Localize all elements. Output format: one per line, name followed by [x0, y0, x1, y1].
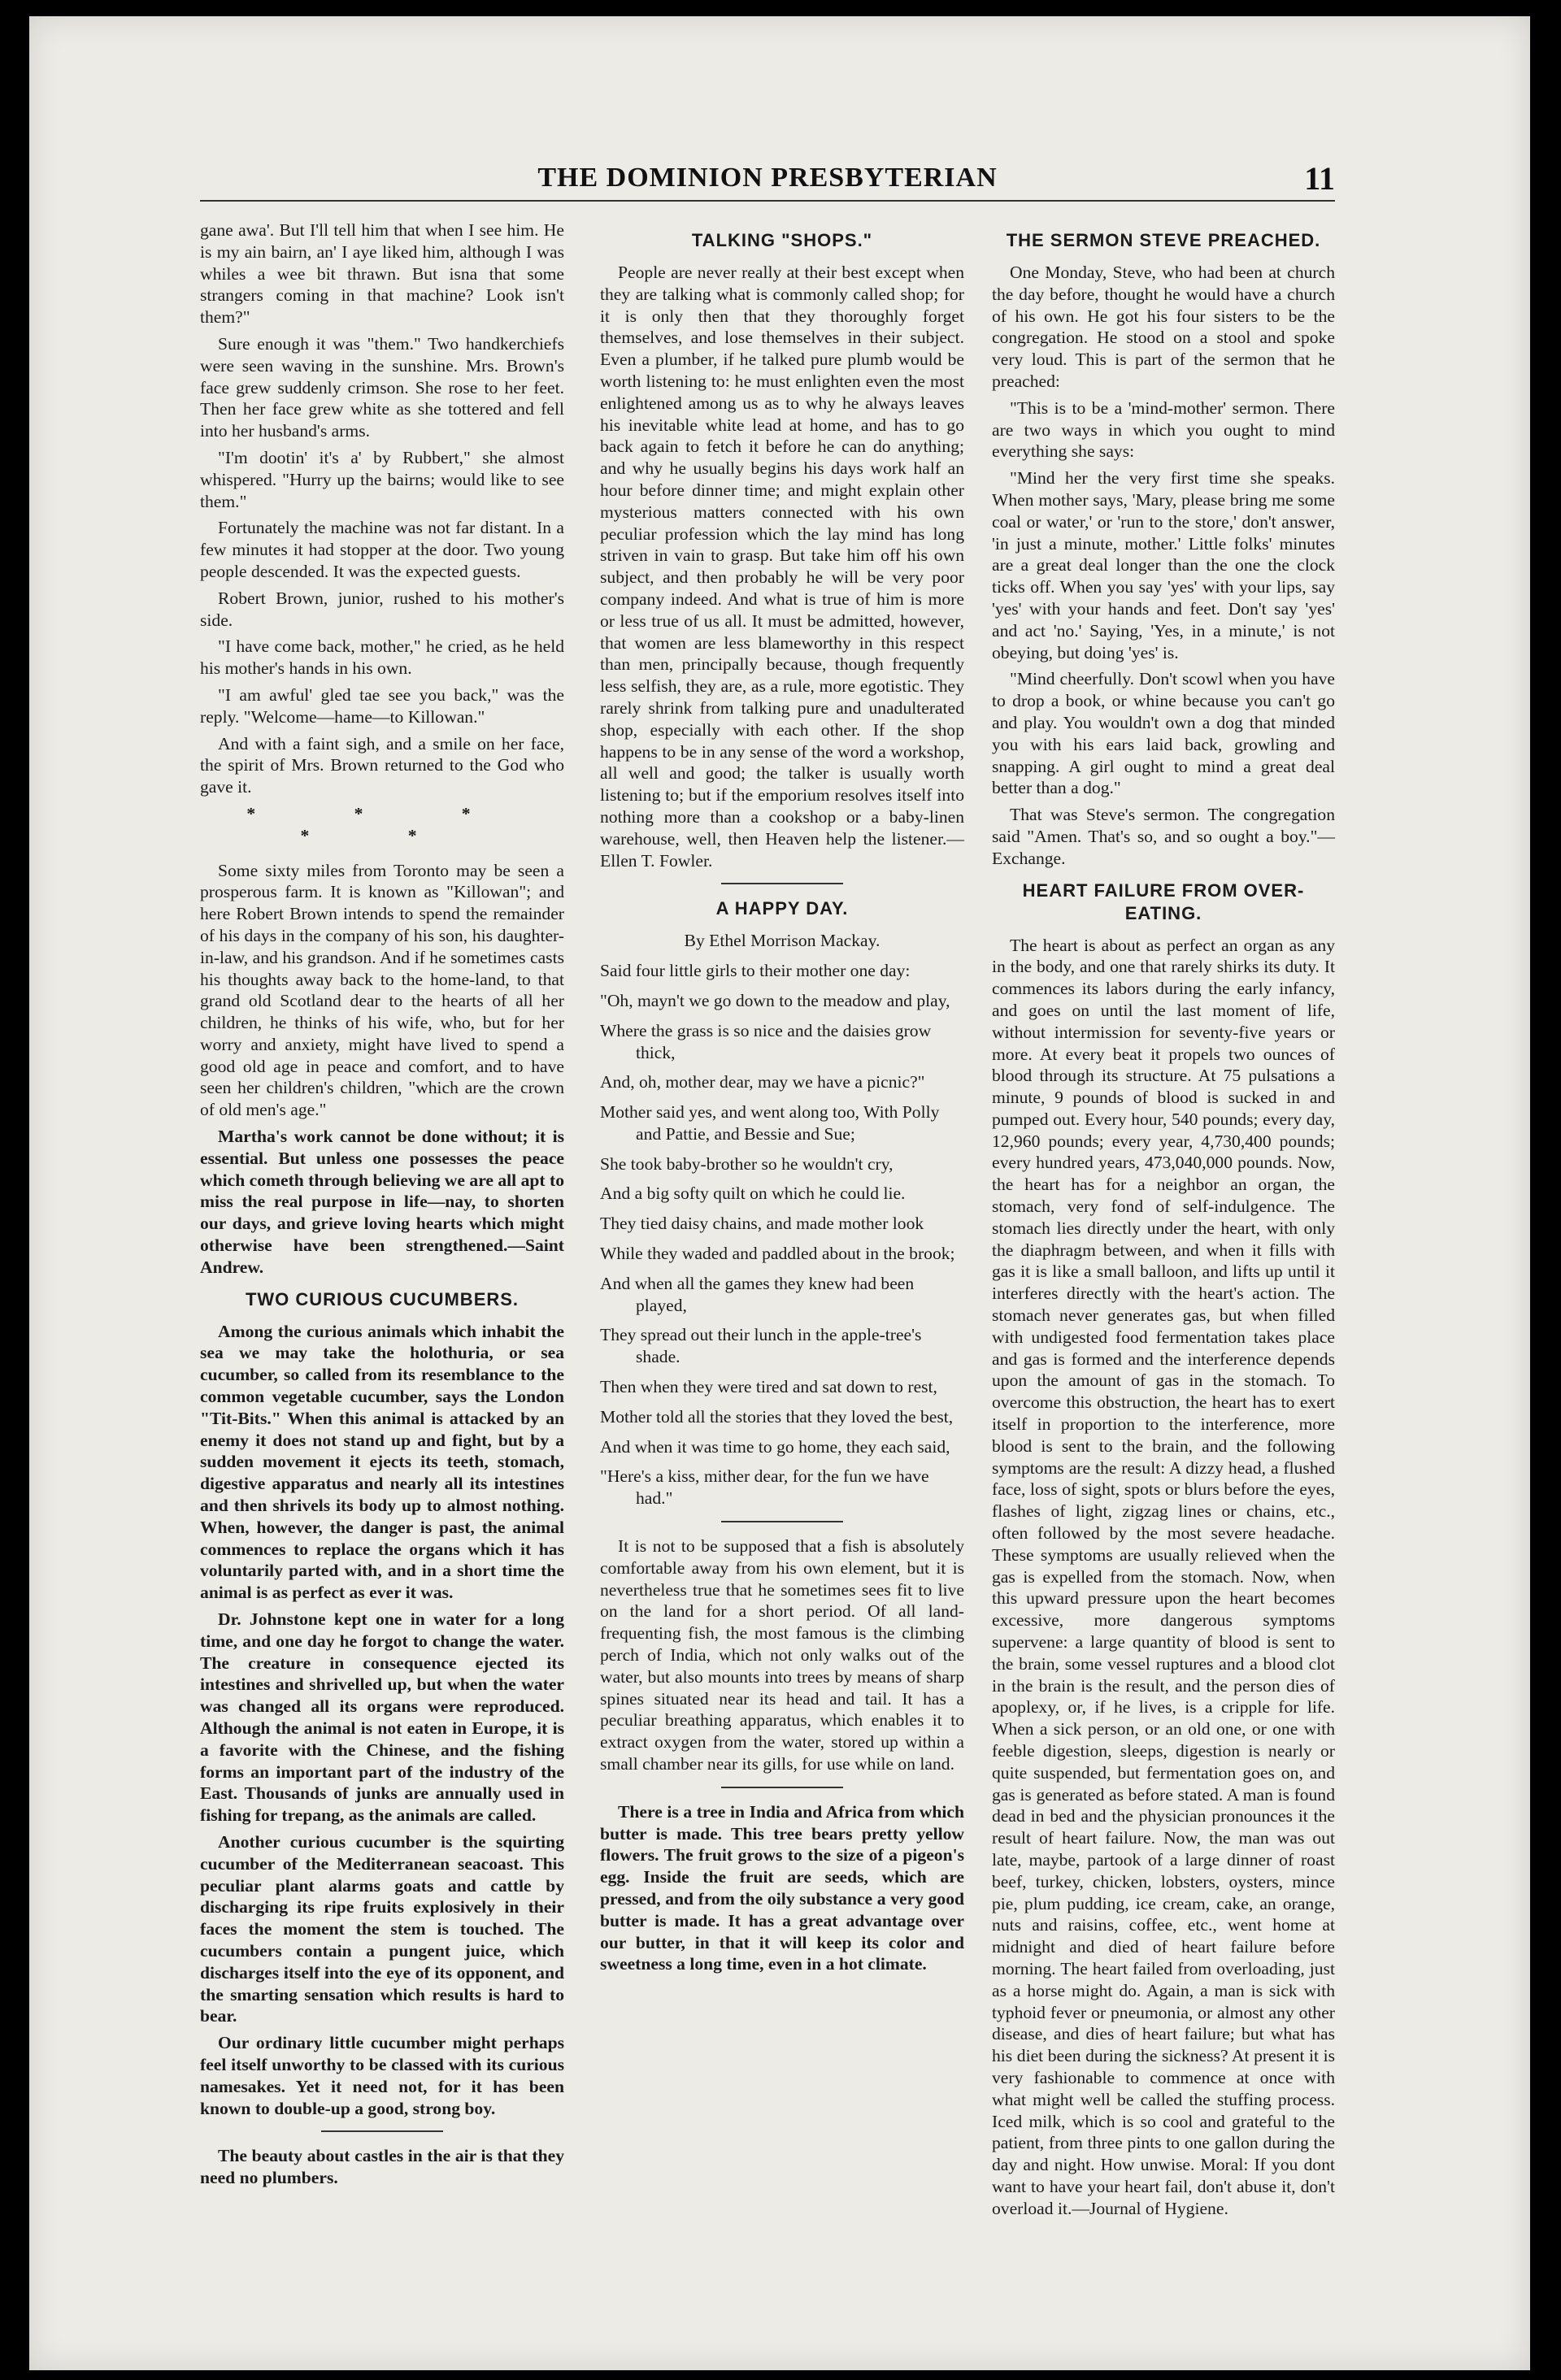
article-paragraph: One Monday, Steve, who had been at church the day before, thought he would have a church of his own. He got his four sisters to be the congregation. He stood on a stool and spoke very loud. This is part of the sermon that he preached: [992, 263, 1335, 391]
poem-line: She took baby-brother so he wouldn't cry, [600, 1153, 894, 1174]
article-paragraph: "This is to be a 'mind-mother' sermon. There are two ways in which you ought to mind everything she says: [992, 397, 1335, 462]
article-title-happy-day: A HAPPY DAY. [715, 898, 849, 919]
poem-line: And, oh, mother dear, may we have a picnic?" [600, 1072, 925, 1092]
story-paragraph: Sure enough it was "them." Two handkerchiefs were seen waving in the sunshine. Mrs. Brown's face grew suddenly crimson. She rose to her feet. Then her face grew white as she tottered and fell into her husband's arms. [200, 333, 564, 441]
divider [721, 1787, 843, 1788]
poem [600, 960, 964, 1509]
masthead: THE DOMINION PRESBYTERIAN [537, 163, 998, 193]
section-separator: * * * * * [246, 803, 518, 845]
page-header [200, 160, 1335, 203]
story-paragraph: Martha's work cannot be done without; it is essential. But unless one possesses the peace which cometh through believing we are all apt to miss the real purpose in life—nay, to shorten our days, and grieve loving hearts which might otherwise have been strengthened.—Saint Andrew. [200, 1127, 564, 1277]
divider [721, 1521, 843, 1522]
article-title-shops: TALKING "SHOPS." [691, 230, 873, 250]
poem-line: And when it was time to go home, they each said, [600, 1436, 950, 1457]
poem-line: "Oh, mayn't we go down to the meadow and play, [600, 990, 950, 1010]
filler-paragraph: The beauty about castles in the air is that they need no plumbers. [200, 2146, 564, 2188]
story-paragraph: "I'm dootin' it's a' by Rubbert," she almost whispered. "Hurry up the bairns; would like to see them." [200, 447, 564, 511]
article-paragraph: Another curious cucumber is the squirting cucumber of the Mediterranean seacoast. This peculiar plant alarms goats and cattle by discharging its ripe fruits explosively in their faces the moment the stem is touched. The cucumbers contain a pungent juice, which discharges itself into the eye of its opponent, and the smarting sensation which results is hard to bear. [200, 1831, 564, 2026]
article-paragraph: There is a tree in India and Africa from which butter is made. This tree bears pretty yellow flowers. The fruit grows to the size of a pigeon's egg. Inside the fruit are seeds, which are pressed, and from the oily substance a very good butter is made. It has a great advantage over our butter, in that it will keep its color and sweetness a long time, even in a hot climate. [600, 1801, 964, 1974]
article-paragraph: It is not to be supposed that a fish is absolutely comfortable away from his own element, but it is nevertheless true that he sometimes sees fit to live on the land for a short period. Of all land-frequenting fish, the most famous is the climbing perch of India, which not only walks out of the water, but also mounts into trees by means of sharp spines situated near its head and tail. It has a peculiar breathing apparatus, which enables it to extract oxygen from the water, stored up within a small chamber near its gills, for use while on land. [600, 1536, 964, 1774]
story-paragraph: And with a faint sigh, and a smile on her face, the spirit of Mrs. Brown returned to the God who gave it. [200, 733, 564, 797]
article-paragraph: Our ordinary little cucumber might perhaps feel itself unworthy to be classed with its curious namesakes. Yet it need not, for it has been known to double-up a good, strong boy. [200, 2033, 564, 2118]
story-paragraph: "I am awful' gled tae see you back," was the reply. "Welcome—hame—to Killowan." [200, 684, 564, 727]
article-title-cucumbers: TWO CURIOUS CUCUMBERS. [245, 1288, 520, 1309]
poem-line: And when all the games they knew had been played, [600, 1273, 915, 1315]
poem-line: Then when they were tired and sat down to rest, [600, 1377, 937, 1397]
poem-line: While they waded and paddled about in the brook; [600, 1244, 955, 1264]
header-rule [200, 200, 1335, 202]
divider [721, 883, 843, 884]
story-paragraph: gane awa'. But I'll tell him that when I see him. He is my ain bairn, an' I aye liked him, although I was whiles a wee bit thrawn. But isna that some strangers coming in that machine? Look isn't them?" [200, 220, 564, 328]
page-number: 11 [1304, 160, 1335, 197]
story-paragraph: Fortunately the machine was not far distant. In a few minutes it had stopper at the door. Two young people descended. It was the expected guests. [200, 518, 564, 581]
article-paragraph: "Mind cheerfully. Don't scowl when you have to drop a book, or whine because you can't go and play. You wouldn't own a dog that minded you with his ears laid back, growling and snapping. A girl ought to mind a great deal better than a dog." [992, 669, 1335, 798]
poem-line: And a big softy quilt on which he could lie. [600, 1183, 906, 1204]
article-paragraph: Among the curious animals which inhabit the sea we may take the holothuria, or sea cucumber, so called from its resemblance to the common vegetable cucumber, says the London "Tit-Bits." When this animal is attacked by an enemy it does not stand up and fight, but by a sudden movement it ejects its teeth, stomach, digestive apparatus and nearly all its intestines and then shrivels its body up to almost nothing. When, however, the danger is past, the animal commences to replace the organs which it has voluntarily parted with, and in a short time the animal is as perfect as ever it was. [200, 1321, 564, 1603]
column-middle [600, 219, 964, 1980]
article-paragraph: That was Steve's sermon. The congregation said "Amen. That's so, and so ought a boy."—Exchange. [992, 805, 1335, 868]
poem-line: Mother told all the stories that they loved the best, [600, 1406, 954, 1427]
poem-line: They tied daisy chains, and made mother look [600, 1214, 924, 1234]
poem-byline: By Ethel Morrison Mackay. [684, 931, 881, 951]
column-left [200, 219, 564, 2194]
article-paragraph: People are never really at their best except when they are talking what is commonly called shop; for it is only then that they thoroughly forget themselves, and lose themselves in their subject. Even a plumber, if he talked pure plumb would be worth listening to: he must enlighten even the most enlightened among us as to why he always leaves his inevitable white lead at home, and has to go back again to fetch it before he can do anything; and why he usually begins his days work half an hour before dinner time; and might explain other mysterious matters connected with his own peculiar profession which the lay mind has long striven in vain to grasp. But take him off his own subject, and then probably he will be very poor company indeed. And what is true of him is more or less true of us all. It must be admitted, however, that women are less blameworthy in this respect than men, principally because, though frequently less selfish, they are, as a rule, more egotistic. They rarely shrink from talking pure and unadulterated shop, especially with each other. If the shop happens to be in any sense of the word a workshop, all well and good; the talker is usually worth listening to; but if the emporium resolves itself into nothing more than a cookshop or a baby-linen warehouse, well, then Heaven help the listener.—Ellen T. Fowler. [600, 263, 964, 871]
poem-line: Where the grass is so nice and the daisies grow thick, [600, 1020, 932, 1062]
story-paragraph: Some sixty miles from Toronto may be seen a prosperous farm. It is known as "Killowan"; and here Robert Brown intends to spend the remainder of his days in the company of his son, his daughter-in-law, and his grandson. And if he sometimes casts his thoughts away back to the home-land, to that grand old Scotland dear to the hearts of all her children, he thinks of his wife, who, but for her worry and anxiety, might have lived to spend a good old age in peace and comfort, and to have seen her children's children, "which are the crown of old men's age." [200, 860, 564, 1120]
poem-line: They spread out their lunch in the apple-tree's shade. [600, 1325, 922, 1367]
article-paragraph: The heart is about as perfect an organ as any in the body, and one that rarely shirks its duty. It commences its labors during the early infancy, and goes on until the last moment of life, without intermission for seventy-five years or more. At every beat it propels two ounces of blood through its structure. At 75 pulsations a minute, 9 pounds of blood is sucked in and pumped out. Every hour, 540 pounds; every day, 12,960 pounds; every year, 4,730,400 pounds; every hundred years, 473,040,000 pounds. Now, the heart has for a neighbor an organ, the stomach, very fond of self-indulgence. The stomach lies directly under the heart, with only the diaphragm between, and when it fills with gas it is like a small balloon, and lifts up until it interferes directly with the heart's action. The stomach never generates gas, but when filled with undigested food fermentation takes place and gas is formed and the interference depends upon the amount of gas in the stomach. To overcome this obstruction, the heart has to exert itself in proportion to the interference, more blood is sent to the brain, and the following symptoms are the result: A dizzy head, a flushed face, loss of sight, spots or blurs before the eyes, flashes of light, zigzag lines or chains, etc., often followed by the most severe headache. These symptoms are usually relieved when the gas is expelled from the stomach. Now, when this upward pressure upon the heart becomes excessive, more dangerous symptoms supervene: a large quantity of blood is sent to the brain, some vessel ruptures and a blood clot in the brain is the result, and the person dies of apoplexy, or, if he lives, is a cripple for life. When a sick person, or an old one, or one with feeble digestion, sleeps, digestion is nearly or quite suspended, but fermentation goes on, and gas is generated as before stated. A man is found dead in bed and the physician pronounces it the result of heart failure. Now, the man was out late, maybe, partook of a large dinner of roast beef, turkey, chicken, lobsters, oysters, mince pie, plum pudding, ice cream, cake, an orange, nuts and raisins, coffee, etc., went home at midnight and died of heart failure before morning. The heart failed from overloading, just as a horse might do. Again, a man is sick with typhoid fever or pneumonia, or almost any other disease, and dies of heart failure; but what has his diet been during the sickness? At present it is very fashionable to commence at once with what might well be called the stuffing process. Iced milk, which is so cool and grateful to the patient, from three pints to one gallon during the day and night. How unwise. Moral: If you dont want to have your heart fail, don't abuse it, don't overload it.—Journal of Hygiene. [992, 935, 1335, 2218]
column-right [992, 219, 1335, 2225]
poem-line: Mother said yes, and went along too, With Polly and Pattie, and Bessie and Sue; [600, 1102, 940, 1144]
poem-line: Said four little girls to their mother one day: [600, 961, 911, 981]
story-paragraph: Robert Brown, junior, rushed to his mother's side. [200, 588, 564, 630]
poem-line: "Here's a kiss, mither dear, for the fun we have had." [600, 1466, 929, 1509]
story-paragraph: "I have come back, mother," he cried, as he held his mother's hands in his own. [200, 636, 564, 679]
article-title-sermon: THE SERMON STEVE PREACHED. [1006, 230, 1321, 250]
article-paragraph: Dr. Johnstone kept one in water for a long time, and one day he forgot to change the water. The creature in consequence ejected its intestines and shrivelled up, but when the water was changed all its organs were reproduced. Although the animal is not eaten in Europe, it is a favorite with the Chinese, and the fishing forms an important part of the industry of the East. Thousands of junks are annually used in fishing for trepang, as the animals are called. [200, 1609, 564, 1826]
article-title-heart-failure: HEART FAILURE FROM OVER-EATING. [1022, 879, 1305, 923]
divider [321, 2130, 443, 2132]
article-paragraph: "Mind her the very first time she speaks. When mother says, 'Mary, please bring me some coal or water,' or 'run to the store,' don't answer, 'in just a minute, mother.' Little folks' minutes are a great deal longer than the one the clock ticks off. When you say 'yes' with your lips, say 'yes' with your hands and feet. Don't say 'yes' and act 'no.' Saying, 'Yes, in a minute,' is not obeying, but doing 'yes' is. [992, 468, 1335, 662]
